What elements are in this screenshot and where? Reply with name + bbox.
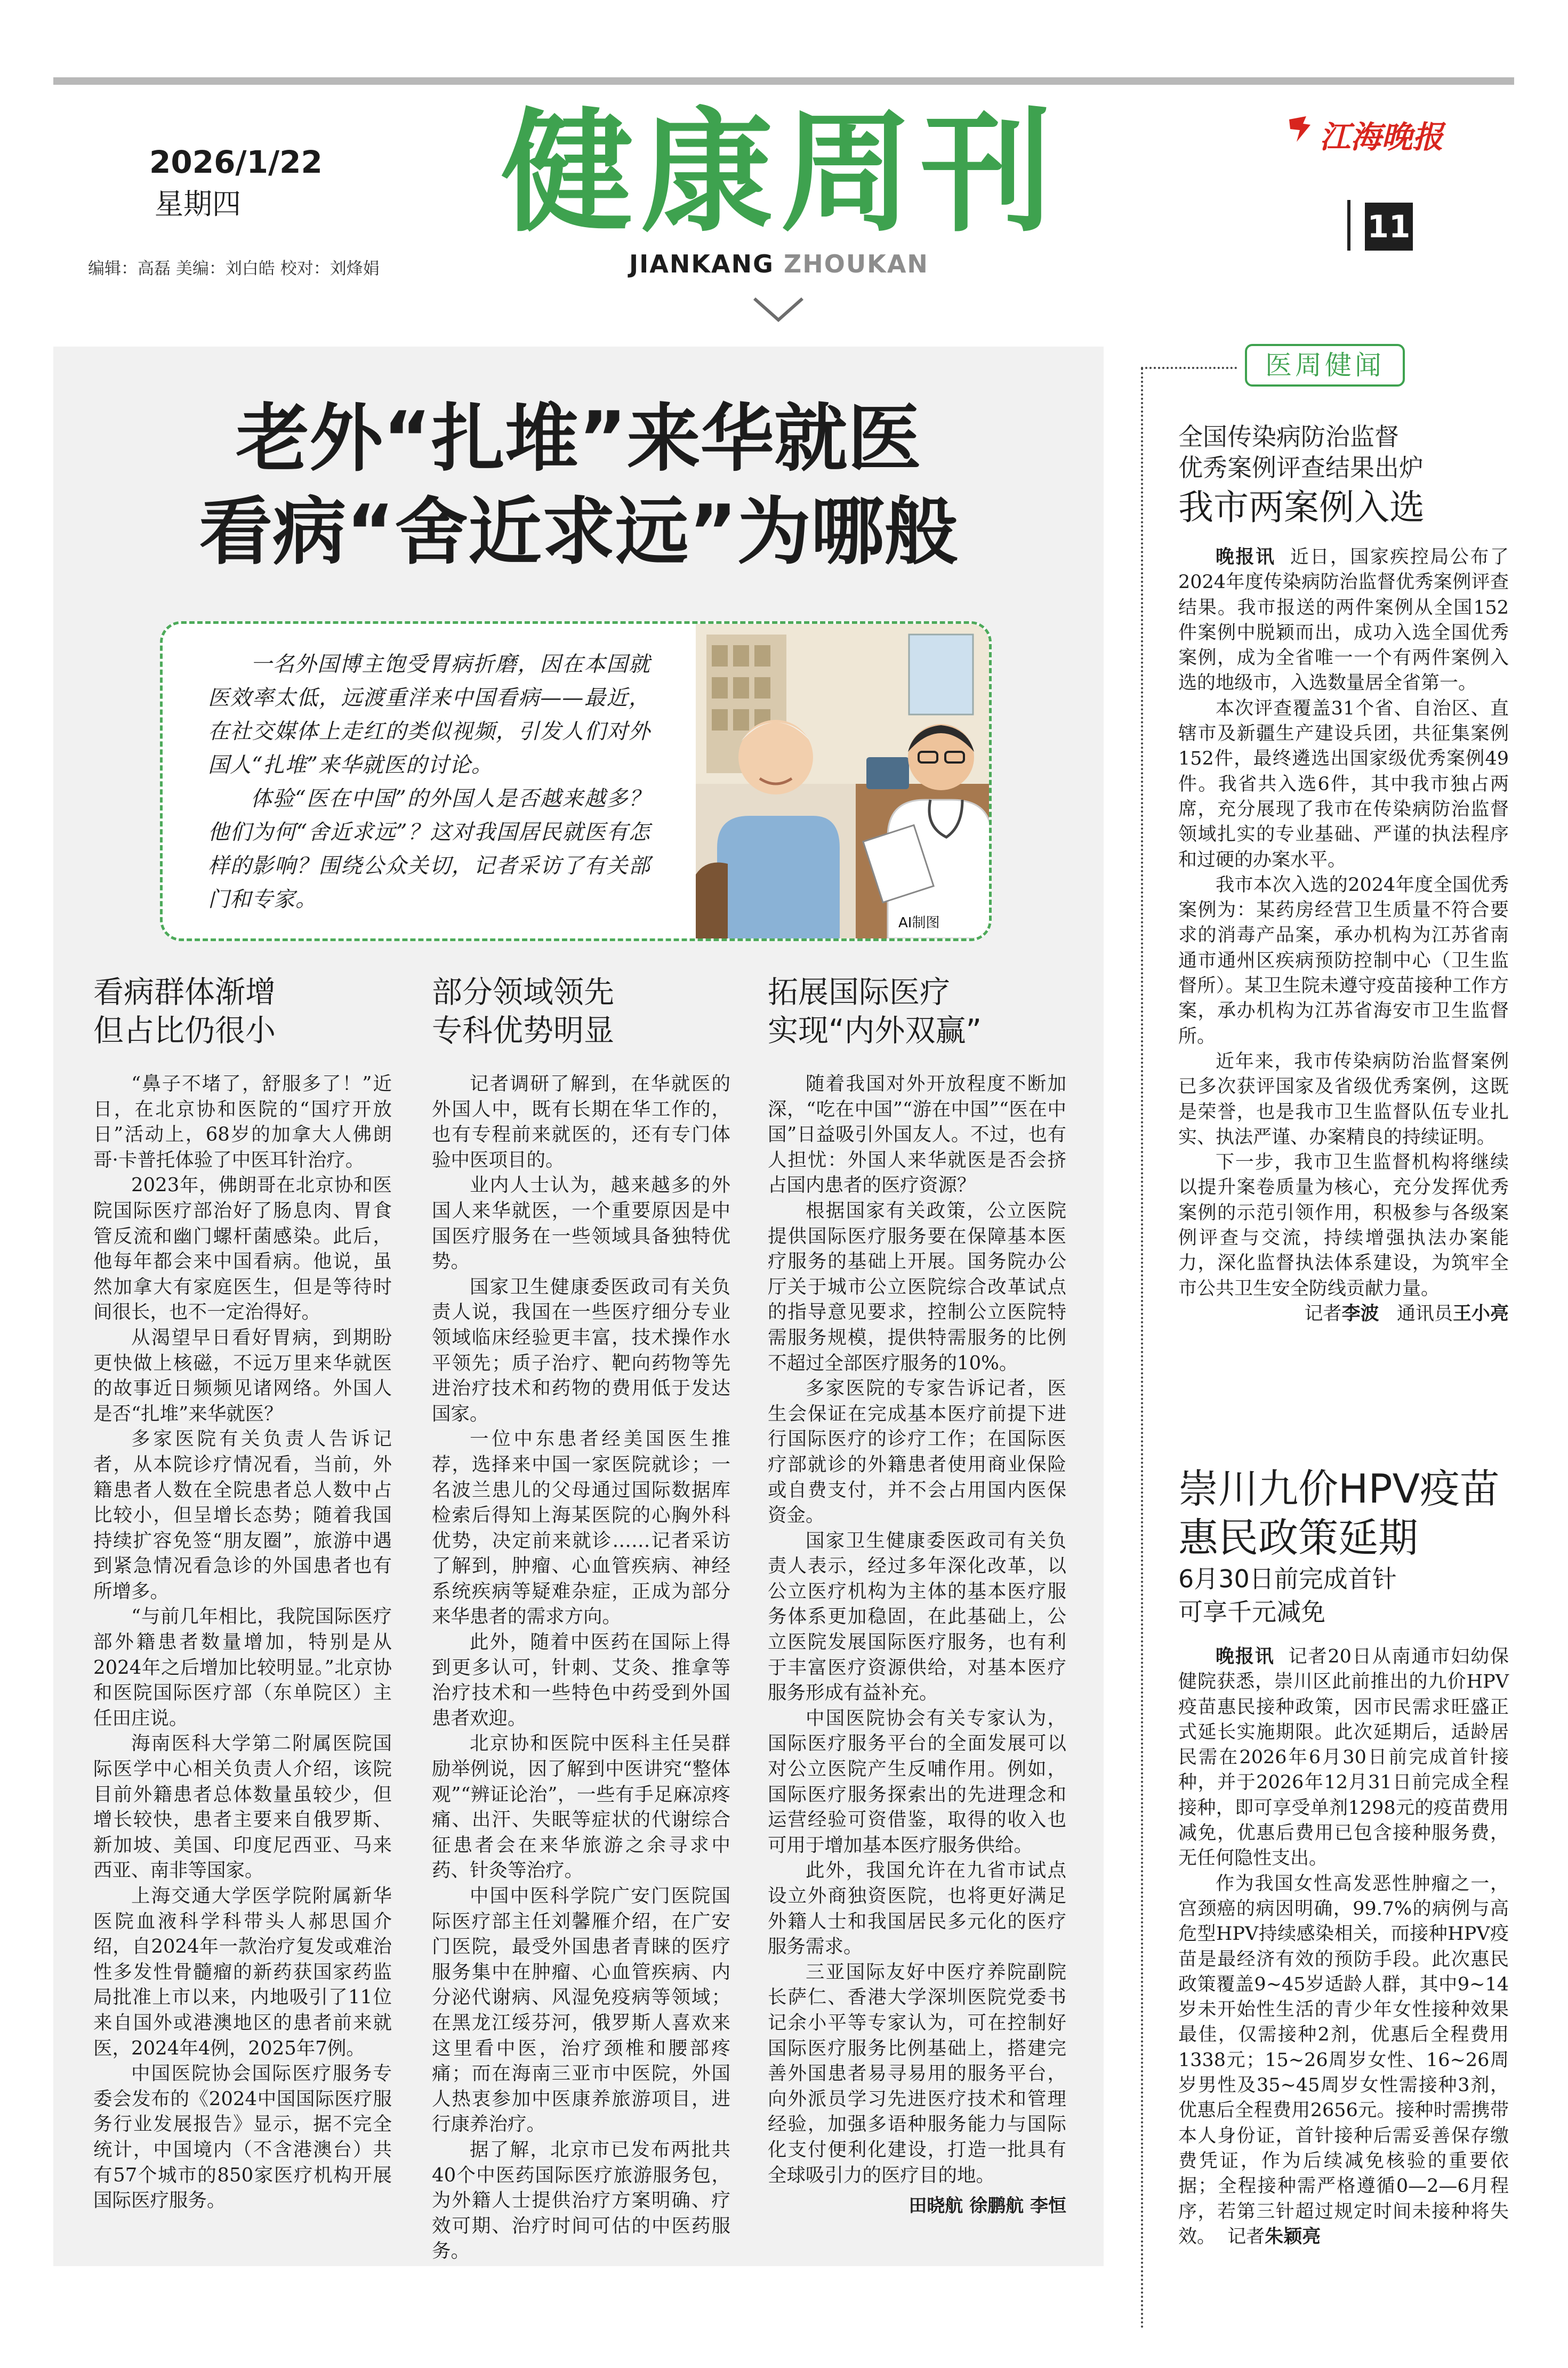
- heading-line: 专科优势明显: [432, 1013, 614, 1048]
- paragraph-text: 近日，国家疾控局公布了2024年度传染病防治监督优秀案例评查结果。我市报送的两件案例从全国152件案例中脱颖而出，成功入选全国优秀案例，成为全省唯一一个有两件案例入选的地级市，入选数量居全省第一。: [1178, 547, 1509, 694]
- paragraph: 国家卫生健康委医政司有关负责人说，我国在一些医疗细分专业领域临床经验更丰富，技术操作水平领先；质子治疗、靶向药物等先进治疗技术和药物的费用低于发达国家。: [432, 1275, 730, 1425]
- section-title: 健康周刊: [501, 97, 1060, 250]
- paragraph: 中国医院协会国际医疗服务专委会发布的《2024中国国际医疗服务行业发展报告》显示，据不完全统计，中国境内（不含港澳台）共有57个城市的850家医疗机构开展国际医疗服务。: [93, 2062, 392, 2212]
- masthead-arrow-icon: [752, 296, 805, 323]
- sidebar-section-tag: 医周健闻: [1245, 344, 1405, 387]
- byline-name: 王小亮: [1452, 1303, 1509, 1325]
- kicker-line: 全国传染病防治监督: [1178, 422, 1399, 451]
- paragraph: 近年来，我市传染病防治监督案例已多次获评国家及省级优秀案例，这既是荣誉，也是我市卫生监督队伍专业扎实、执法严谨、办案精良的持续证明。: [1178, 1050, 1509, 1148]
- paragraph: [1178, 545, 1509, 696]
- article-column-3: [768, 973, 1066, 2217]
- issue-weekday: 星期四: [155, 187, 241, 221]
- title-line: 惠民政策延期: [1178, 1514, 1419, 1561]
- paragraph: 2023年，佛朗哥在北京协和医院国际医疗部治好了肠息肉、胃食管反流和幽门螺杆菌感染。此后，他每年都会来中国看病。他说，虽然加拿大有家庭医生，但是等待时间很长，也不一定治得好。: [93, 1174, 392, 1323]
- byline-role: 记者: [1304, 1303, 1342, 1325]
- headline-line-1: 老外“扎堆”来华就医: [236, 396, 921, 481]
- article-column-1: [93, 973, 392, 2213]
- paragraph: 海南医科大学第二附属医院国际医学中心相关负责人介绍，该院目前外籍患者总体数量虽较少，但增长较快，患者主要来自俄罗斯、新加坡、美国、印度尼西亚、马来西亚、南非等国家。: [93, 1732, 392, 1882]
- column-2-heading: [432, 973, 730, 1050]
- paragraph: 据了解，北京市已发布两批共40个中医药国际医疗旅游服务包，为外籍人士提供治疗方案明确、疗效可期、治疗时间可估的中医药服务。: [432, 2138, 730, 2262]
- column-1-heading: [93, 973, 392, 1050]
- story-1-body: [1178, 545, 1509, 1302]
- heading-line: 部分领域领先: [432, 975, 614, 1010]
- column-3-heading: [768, 973, 1066, 1050]
- headline-line-2: 看病“舍近求远”为哪般: [199, 489, 958, 575]
- pinyin-a: JIANKANG: [629, 250, 774, 278]
- paragraph: 业内人士认为，越来越多的外国人来华就医，一个重要原因是中国医疗服务在一些领域具备独特优势。: [432, 1174, 730, 1273]
- lead-box: [160, 621, 992, 941]
- sidebar-story-2: [1178, 1461, 1509, 2250]
- paragraph: 记者调研了解到，在华就医的外国人中，既有长期在华工作的，也有专程前来就医的，还有专门体验中医项目的。: [432, 1073, 730, 1171]
- heading-line: 拓展国际医疗: [768, 975, 950, 1010]
- lead-tag: 晚报讯: [1216, 547, 1276, 568]
- paragraph: 根据国家有关政策，公立医院提供国际医疗服务要在保障基本医疗服务的基础上开展。国务院办公厅关于城市公立医院综合改革试点的指导意见要求，控制公立医院特需服务规模，提供特需服务的比例不超过全部医疗服务的10%。: [768, 1199, 1066, 1374]
- paragraph: 三亚国际友好中医疗养院副院长萨仁、香港大学深圳医院党委书记余小平等专家认为，可在控制好国际医疗服务比例基础上，搭建完善外国患者易寻易用的服务平台，向外派员学习先进医疗技术和管理经验，加强多语种服务能力与国际化支付便利化建设，打造一批具有全球吸引力的医疗目的地。: [768, 1961, 1066, 2186]
- subtitle-line: 6月30日前完成首针: [1178, 1564, 1397, 1593]
- story-2-title: [1178, 1464, 1509, 1562]
- sidebar-dotted-rule-top: [1141, 367, 1237, 369]
- newspaper-brand: 江海晚报: [1320, 119, 1444, 155]
- heading-line: 但占比仍很小: [93, 1013, 276, 1048]
- paragraph: 随着我国对外开放程度不断加深，“吃在中国”“游在中国”“医在中国”日益吸引外国友人。不过，也有人担忧：外国人来华就医是否会挤占国内患者的医疗资源？: [768, 1073, 1066, 1197]
- paragraph: 中国中医科学院广安门医院国际医疗部主任刘馨雁介绍，在广安门医院，最受外国患者青睐的医疗服务集中在肿瘤、心血管疾病、内分泌代谢病、风湿免疫病等领域；在黑龙江绥芬河，俄罗斯人喜欢来这里看中医，治疗颈椎和腰部疼痛；而在海南三亚市中医院，外国人热衷参加中医康养旅游项目，进行康养治疗。: [432, 1885, 730, 2136]
- paragraph: [1178, 1644, 1509, 1872]
- editor-credits: 编辑：高磊 美编：刘白皓 校对：刘烽娟: [88, 259, 380, 278]
- lead-paragraph: 一名外国博主饱受胃病折磨，因在本国就医效率太低，远渡重洋来中国看病——最近，在社交媒体上走红的类似视频，引发人们对外国人“扎堆”来华就医的讨论。: [208, 652, 650, 777]
- article-column-2: [432, 973, 730, 2264]
- paragraph: 上海交通大学医学院附属新华医院血液科学科带头人郝思国介绍，自2024年一款治疗复发或难治性多发性骨髓瘤的新药获国家药监局批准上市以来，内地吸引了11位来自国外或港澳地区的患者前来就医，2024年4例，2025年7例。: [93, 1885, 392, 2059]
- paragraph-text: 记者20日从南通市妇幼保健院获悉，崇川区此前推出的九价HPV疫苗惠民接种政策，因市民需求旺盛正式延长实施期限。此次延期后，适龄居民需在2026年6月30日前完成首针接种，并于2026年12月31日前完成全程接种，即可享受单剂1298元的疫苗费用减免，优惠后费用已包含接种服务费，无任何隐性支出。: [1178, 1646, 1509, 1869]
- paragraph: 中国医院协会有关专家认为，国际医疗服务平台的全面发展可以对公立医院产生反哺作用。例如，国际医疗服务探索出的先进理念和运营经验可资借鉴，取得的收入也可用于增加基本医疗服务供给。: [768, 1707, 1066, 1856]
- story-2-body: [1178, 1644, 1509, 2250]
- heading-line: 看病群体渐增: [93, 975, 276, 1010]
- page-number: 11: [1365, 203, 1413, 251]
- paragraph: 多家医院的专家告诉记者，医生会保证在完成基本医疗前提下进行国际医疗的诊疗工作；在国际医疗部就诊的外籍患者使用商业保险或自费支付，并不会占用国内医保资金。: [768, 1377, 1066, 1527]
- column-3-body: [768, 1071, 1066, 2188]
- paragraph: 从渴望早日看好胃病，到期盼更快做上核磁，不远万里来华就医的故事近日频频见诸网络。外国人是否“扎堆”来华就医？: [93, 1326, 392, 1425]
- byline-role: 记者: [1227, 2226, 1265, 2247]
- story-1-byline: [1178, 1302, 1509, 1327]
- paragraph: 下一步，我市卫生监督机构将继续以提升案卷质量为核心，充分发挥优秀案例的示范引领作用，积极参与各级案例评查与交流，持续增强执法办案能力，深化监督执法体系建设，为筑牢全市公共卫生安全防线贡献力量。: [1178, 1152, 1509, 1299]
- pinyin-b: ZHOUKAN: [783, 250, 929, 278]
- paragraph: [1178, 1872, 1509, 2250]
- paragraph: 本次评查覆盖31个省、自治区、直辖市及新疆生产建设兵团，共征集案例152件，最终遴选出国家级优秀案例49件。我省共入选6件，其中我市独占两席，充分展现了我市在传染病防治监督领域扎实的专业基础、严谨的执法程序和过硬的办案水平。: [1178, 697, 1509, 871]
- page-divider: [1347, 200, 1350, 251]
- paragraph: 国家卫生健康委医政司有关负责人表示，经过多年深化改革，以公立医疗机构为主体的基本医疗服务体系更加稳固，在此基础上，公立医院发展国际医疗服务，也有利于丰富医疗资源供给，对基本医疗服务形成有益补充。: [768, 1529, 1066, 1704]
- lead-paragraph: 体验“医在中国”的外国人是否越来越多？他们为何“舍近求远”？这对我国居民就医有怎样的影响？围绕公众关切，记者采访了有关部门和专家。: [208, 786, 650, 912]
- paragraph: “与前几年相比，我院国际医疗部外籍患者数量增加，特别是从2024年之后增加比较明显。”北京协和医院国际医疗部（东单院区）主任田庄说。: [93, 1606, 392, 1729]
- paragraph: 多家医院有关负责人告诉记者，从本院诊疗情况看，当前，外籍患者人数在全院患者总人数中占比较小，但呈增长态势；随着我国持续扩容免签“朋友圈”，旅游中遇到紧急情况看急诊的外国患者也有所增多。: [93, 1428, 392, 1602]
- title-line: 崇川九价HPV疫苗: [1178, 1465, 1500, 1512]
- paragraph: 此外，随着中医药在国际上得到更多认可，针刺、艾灸、推拿等治疗技术和一些特色中药受到外国患者欢迎。: [432, 1631, 730, 1729]
- sidebar-story-1: [1178, 421, 1509, 1327]
- sidebar-dotted-rule: [1141, 368, 1143, 2330]
- subtitle-line: 可享千元减免: [1178, 1598, 1325, 1626]
- story-2-subtitle: [1178, 1562, 1509, 1628]
- paragraph: 我市本次入选的2024年度全国优秀案例为：某药房经营卫生质量不符合要求的消毒产品案，承办机构为江苏省南通市通州区疾病预防控制中心（卫生监督所）。某卫生院未遵守疫苗接种工作方案，承办机构为江苏省海安市卫生监督所。: [1178, 874, 1509, 1047]
- lead-tag: 晚报讯: [1216, 1646, 1275, 1667]
- paragraph: 此外，我国允许在九省市试点设立外商独资医院，也将更好满足外籍人士和我国居民多元化的医疗服务需求。: [768, 1859, 1066, 1958]
- story-1-title: 我市两案例入选: [1178, 487, 1425, 528]
- article-byline: 田晓航 徐鹏航 李恒: [908, 2195, 1066, 2217]
- byline-name: 李波: [1341, 1303, 1379, 1325]
- byline-name: 朱颖亮: [1265, 2226, 1321, 2247]
- brand-logo-icon: [1285, 113, 1315, 145]
- story-1-kicker: [1178, 421, 1509, 483]
- paragraph: 北京协和医院中医科主任吴群励举例说，因了解到中医讲究“整体观”“辨证论治”，一些有手足麻凉疼痛、出汗、失眠等症状的代谢综合征患者会在来华旅游之余寻求中药、针灸等治疗。: [432, 1732, 730, 1882]
- paragraph: “鼻子不堵了，舒服多了！”近日，在北京协和医院的“国疗开放日”活动上，68岁的加拿大人佛朗哥·卡普托体验了中医耳针治疗。: [93, 1073, 392, 1171]
- byline-role: 通讯员: [1396, 1303, 1453, 1325]
- issue-date: 2026/1/22: [149, 144, 323, 180]
- paragraph: 一位中东患者经美国医生推荐，选择来中国一家医院就诊；一名波兰患儿的父母通过国际数据库检索后得知上海某医院的心胸外科优势，决定前来就诊……记者采访了解到，肿瘤、心血管疾病、神经系统疾病等疑难杂症，正成为部分来华患者的需求方向。: [432, 1428, 730, 1628]
- column-2-body: [432, 1071, 730, 2264]
- kicker-line: 优秀案例评查结果出炉: [1178, 453, 1424, 482]
- top-rule: [53, 77, 1514, 85]
- heading-line: 实现“内外双赢”: [768, 1013, 982, 1048]
- image-caption: AI制图: [898, 915, 940, 931]
- main-headline: [53, 392, 1104, 579]
- section-pinyin: [629, 250, 929, 278]
- lead-text: [208, 648, 650, 917]
- column-1-body: [93, 1071, 392, 2213]
- doctor-patient-illustration: [696, 624, 992, 938]
- paragraph-text: 作为我国女性高发恶性肿瘤之一，宫颈癌的病因明确，99.7%的病例与高危型HPV持续感染相关，而接种HPV疫苗是最经济有效的预防手段。此次惠民政策覆盖9~45岁适龄人群，其中9~14岁未开始性生活的青少年女性接种效果最佳，仅需接种2剂，优惠后全程费用1338元；15~26周岁女性、16~26周岁男性及35~45周岁女性需接种3剂，优惠后全程费用2656元。接种时需携带本人身份证，首针接种后需妥善保存缴费凭证，作为后续减免核验的重要依据；全程接种需严格遵循0—2—6月程序，若第三针超过规定时间未接种将失效。: [1178, 1873, 1509, 2247]
